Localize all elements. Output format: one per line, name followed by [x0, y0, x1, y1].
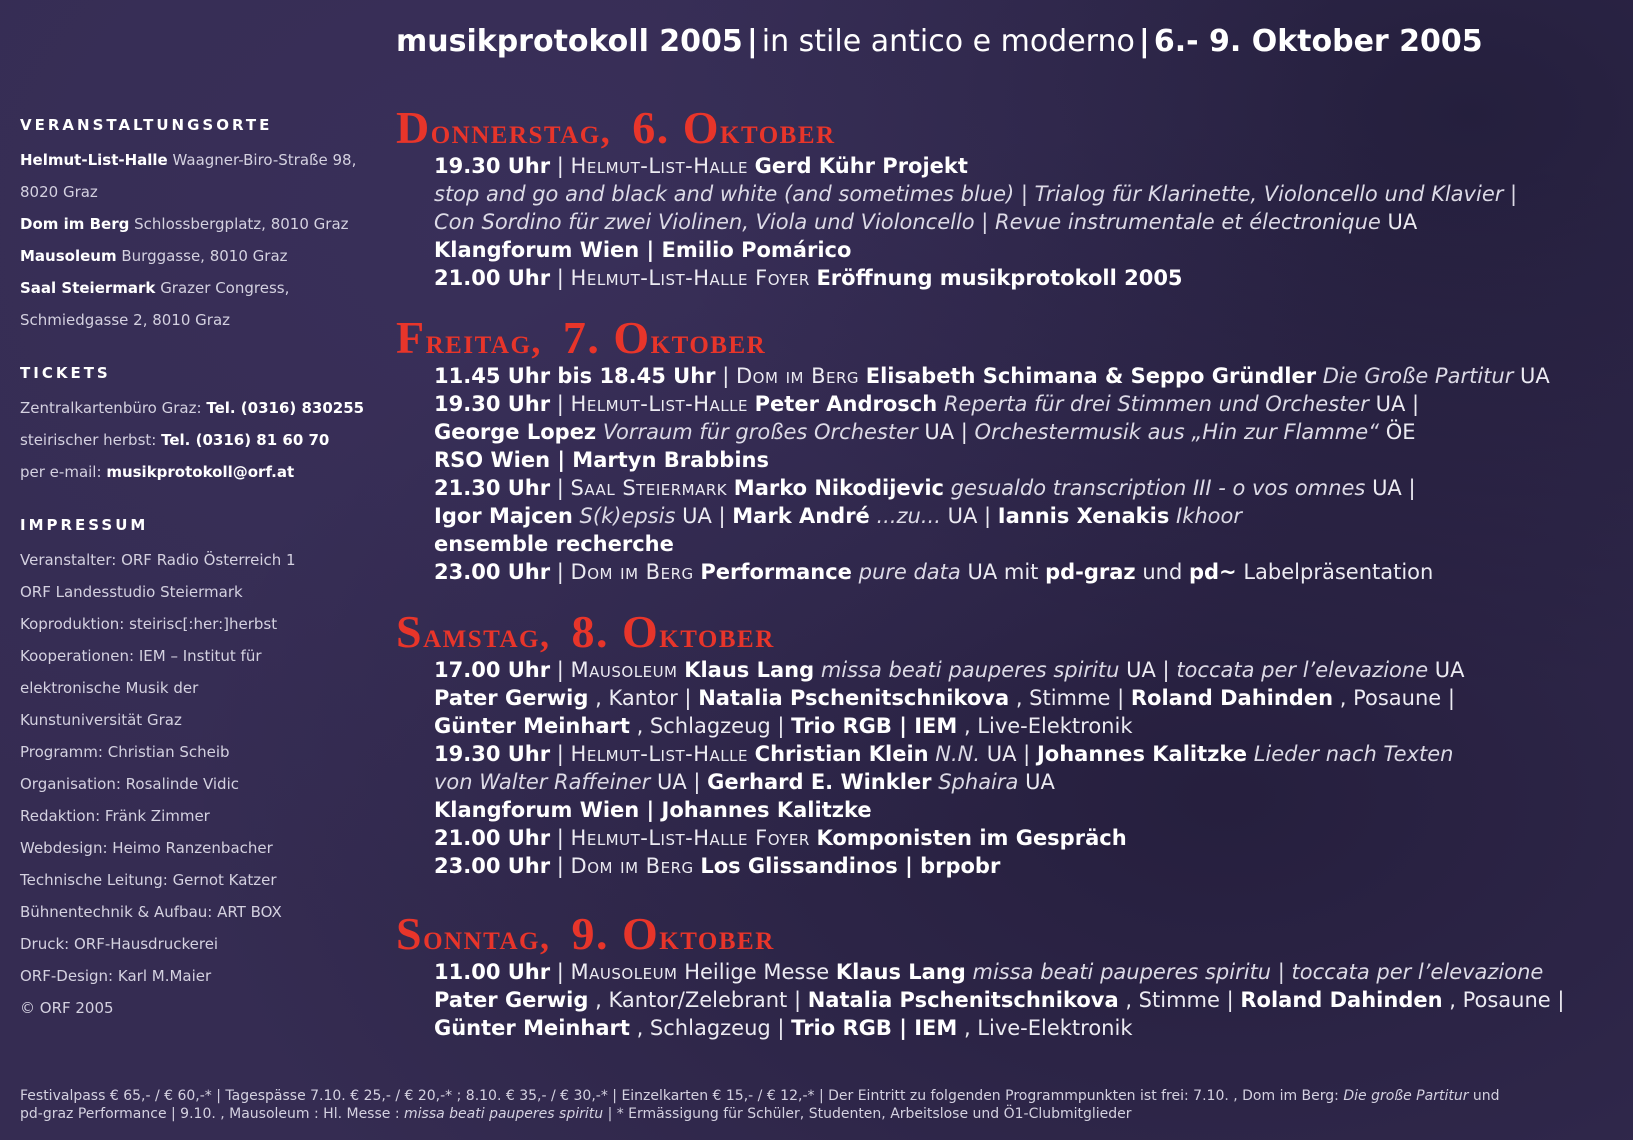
program-line [434, 418, 1616, 446]
event-note: , Posaune | [1339, 686, 1455, 710]
venues-heading: VERANSTALTUNGSORTE [20, 116, 273, 134]
program-line [434, 986, 1616, 1014]
event-note: , Stimme | [1015, 686, 1125, 710]
event-note: UA | [682, 504, 726, 528]
work-title: missa beati pauperes spiritu | [972, 960, 1285, 984]
performer: Gerhard E. Winkler [707, 770, 932, 794]
impressum-line: ORF Landesstudio Steiermark [20, 583, 243, 601]
program-line [434, 712, 1616, 740]
event-artist: Performance [700, 560, 852, 584]
day-section [396, 314, 1616, 586]
event-note: Labelpräsentation [1243, 560, 1434, 584]
event-note: UA [1387, 210, 1418, 234]
festival-name: musikprotokoll 2005 [396, 24, 743, 59]
program-line: 23.00 Uhr | Dom im Berg Los Glissandinos | brpobr [434, 854, 1001, 878]
event-artist: Komponisten im Gespräch [816, 826, 1127, 850]
work-title: gesualdo transcription III - o vos omnes [950, 476, 1366, 500]
event-time: 23.00 Uhr [434, 560, 551, 584]
event-artist: Marko Nikodijevic [733, 476, 944, 500]
program-line [434, 796, 1616, 824]
performer: Klangforum Wien | Emilio Pomárico [434, 238, 852, 262]
event-venue: Helmut-List-Halle Foyer [570, 266, 810, 290]
program-line [434, 180, 1616, 208]
work-title: Vorraum für großes Orchester [602, 420, 918, 444]
day-title: Donnerstag, 6. Oktober [396, 102, 836, 153]
day-title: Samstag, 8. Oktober [396, 606, 775, 657]
festival-dates: 6.- 9. Oktober 2005 [1153, 24, 1483, 59]
performer: Günter Meinhart [434, 714, 630, 738]
day-section [396, 910, 1616, 1042]
work-title: Lieder nach Texten [1253, 742, 1454, 766]
work-title: Sphaira [938, 770, 1019, 794]
event-artist: Klaus Lang [835, 960, 966, 984]
performer: RSO Wien | Martyn Brabbins [434, 448, 769, 472]
performer: Natalia Pschenitschnikova [698, 686, 1010, 710]
ticket-item: Zentralkartenbüro Graz: Tel. (0316) 830255 [20, 399, 365, 417]
tickets-heading: TICKETS [20, 364, 111, 382]
event-note: ÖE [1385, 420, 1416, 444]
event-artist: Los Glissandinos | brpobr [700, 854, 1001, 878]
event-time: 19.30 Uhr [434, 154, 551, 178]
email-link[interactable]: musikprotokoll@orf.at [106, 463, 295, 481]
work-title: Die Große Partitur [1322, 364, 1514, 388]
event-venue: Helmut-List-Halle [570, 154, 748, 178]
program-line: 21.00 Uhr | Helmut-List-Halle Foyer Komponisten im Gespräch [434, 826, 1127, 850]
event-note: UA [1520, 364, 1550, 388]
performer: Pater Gerwig [434, 988, 589, 1012]
footer-line: Festivalpass € 65,- / € 60,-* | Tagespässe 7.10. € 25,- / € 20,-* ; 8.10. € 35,- / € 30,-* | Einzelkarten € 15,- / € 12,-* | Der Eintritt zu folgenden Programmpunkten ist frei: 7.10. , Dom im Berg: Die große Partitur und [20, 1088, 1500, 1104]
event-note: , Stimme | [1125, 988, 1234, 1012]
footer [20, 1087, 1620, 1123]
day-section [396, 104, 1616, 292]
work-title: toccata per l’elevazione [1291, 960, 1544, 984]
day-section [396, 608, 1616, 880]
impressum-line: ORF-Design: Karl M.Maier [20, 967, 212, 985]
festival-subtitle: in stile antico e moderno [761, 24, 1135, 59]
impressum-line: Veranstalter: ORF Radio Österreich 1 [20, 551, 296, 569]
performer: Pater Gerwig [434, 686, 589, 710]
work-title: stop and go and black and white (and sometimes blue) | Trialog für Klarinette, Violoncello und Klavier | [434, 182, 1518, 206]
event-artist: Gerd Kühr Projekt [754, 154, 968, 178]
event-note: UA | [947, 504, 992, 528]
festival-header [396, 24, 1596, 59]
event-note: UA | [924, 420, 968, 444]
work-title: Reperta für drei Stimmen und Orchester [943, 392, 1369, 416]
venue-item: Mausoleum Burggasse, 8010 Graz [20, 247, 288, 265]
program-lines [396, 958, 1616, 1042]
impressum-line: Organisation: Rosalinde Vidic [20, 775, 239, 793]
event-artist: Elisabeth Schimana & Seppo Gründler [865, 364, 1317, 388]
program-line [434, 208, 1616, 236]
event-time: 11.45 Uhr bis 18.45 Uhr [434, 364, 716, 388]
program-line [434, 684, 1616, 712]
event-note: UA | [656, 770, 701, 794]
event-note: , Live-Elektronik [963, 714, 1133, 738]
program-line: 11.45 Uhr bis 18.45 Uhr | Dom im Berg Elisabeth Schimana & Seppo Gründler Die Große Partitur UA [434, 364, 1550, 388]
program-line: 19.30 Uhr | Helmut-List-Halle Christian Klein N.N. UA | Johannes Kalitzke Lieder nach Texten [434, 742, 1454, 766]
event-time: 21.00 Uhr [434, 826, 551, 850]
program-line: 11.00 Uhr | Mausoleum Heilige Messe Klaus Lang missa beati pauperes spiritu | toccata per l’elevazione [434, 960, 1544, 984]
program-line [434, 768, 1616, 796]
event-venue: Mausoleum [570, 960, 678, 984]
performer: pd~ [1188, 560, 1237, 584]
performer: Iannis Xenakis [997, 504, 1170, 528]
performer: Klangforum Wien | Johannes Kalitzke [434, 798, 872, 822]
event-note: UA | [1375, 392, 1420, 416]
venue-item: 8020 Graz [20, 183, 98, 201]
event-artist: Peter Androsch [754, 392, 938, 416]
work-title: Orchestermusik aus „Hin zur Flamme“ [974, 420, 1380, 444]
impressum-line: Webdesign: Heimo Ranzenbacher [20, 839, 273, 857]
event-note: UA [1434, 658, 1465, 682]
performer: Trio RGB | IEM [791, 714, 958, 738]
performer: George Lopez [434, 420, 597, 444]
work-title: toccata per l’elevazione [1176, 658, 1429, 682]
program-line [434, 236, 1616, 264]
event-note: , Live-Elektronik [963, 1016, 1133, 1040]
impressum-line: elektronische Musik der [20, 679, 199, 697]
event-artist: Klaus Lang [684, 658, 815, 682]
performer: Mark André [732, 504, 870, 528]
event-note: UA [1025, 770, 1055, 794]
performer: Igor Majcen [434, 504, 573, 528]
venue-item: Dom im Berg Schlossbergplatz, 8010 Graz [20, 215, 349, 233]
impressum-heading: IMPRESSUM [20, 516, 149, 534]
day-title: Sonntag, 9. Oktober [396, 908, 775, 959]
impressum-line: Kooperationen: IEM – Institut für [20, 647, 262, 665]
performer: Günter Meinhart [434, 1016, 630, 1040]
event-venue: Mausoleum [570, 658, 678, 682]
event-time: 21.00 Uhr [434, 266, 551, 290]
impressum-line: Koproduktion: steirisc[:her:]herbst [20, 615, 278, 633]
event-time: 17.00 Uhr [434, 658, 551, 682]
program-line [434, 502, 1616, 530]
event-venue: Dom im Berg [570, 560, 694, 584]
impressum-line: Redaktion: Fränk Zimmer [20, 807, 210, 825]
event-time: 23.00 Uhr [434, 854, 551, 878]
event-note: Heilige Messe [684, 960, 830, 984]
event-venue: Helmut-List-Halle [570, 742, 748, 766]
program-line [434, 446, 1616, 474]
event-note: UA | [986, 742, 1031, 766]
event-note: und [1142, 560, 1183, 584]
event-note: UA | [1372, 476, 1416, 500]
program-line: 19.30 Uhr | Helmut-List-Halle Gerd Kühr Projekt [434, 154, 968, 178]
program-line: 21.30 Uhr | Saal Steiermark Marko Nikodijevic gesualdo transcription III - o vos omnes UA | [434, 476, 1416, 500]
performer: Roland Dahinden [1240, 988, 1443, 1012]
program-lines [396, 362, 1616, 586]
venue-item: Schmiedgasse 2, 8010 Graz [20, 311, 231, 329]
program-line: 23.00 Uhr | Dom im Berg Performance pure data UA mit pd-graz und pd~ Labelpräsentation [434, 560, 1434, 584]
program-lines [396, 656, 1616, 880]
program-lines [396, 152, 1616, 292]
event-note: , Kantor | [595, 686, 692, 710]
program-line: 21.00 Uhr | Helmut-List-Halle Foyer Eröffnung musikprotokoll 2005 [434, 266, 1183, 290]
impressum-line: © ORF 2005 [20, 999, 114, 1017]
event-venue: Dom im Berg [570, 854, 694, 878]
program-line: 19.30 Uhr | Helmut-List-Halle Peter Androsch Reperta für drei Stimmen und Orchester UA | [434, 392, 1420, 416]
event-time: 21.30 Uhr [434, 476, 551, 500]
event-venue: Helmut-List-Halle Foyer [570, 826, 810, 850]
event-venue: Helmut-List-Halle [570, 392, 748, 416]
impressum-line: Programm: Christian Scheib [20, 743, 230, 761]
footer-line: pd-graz Performance | 9.10. , Mausoleum : Hl. Messe : missa beati pauperes spiritu | * Ermässigung für Schüler, Studenten, Arbeitslose und Ö1-Clubmitglieder [20, 1106, 1132, 1122]
header-separator: | [1138, 24, 1150, 59]
impressum-line: Kunstuniversität Graz [20, 711, 182, 729]
event-venue: Dom im Berg [735, 364, 860, 388]
venue-item: Saal Steiermark Grazer Congress, [20, 279, 290, 297]
work-title: Con Sordino für zwei Violinen, Viola und Violoncello | Revue instrumentale et électronique [434, 210, 1381, 234]
performer: pd-graz [1045, 560, 1136, 584]
performer: Trio RGB | IEM [791, 1016, 958, 1040]
header-separator: | [746, 24, 758, 59]
event-artist: Eröffnung musikprotokoll 2005 [816, 266, 1183, 290]
event-note: , Posaune | [1449, 988, 1565, 1012]
performer: Natalia Pschenitschnikova [807, 988, 1119, 1012]
impressum-line: Druck: ORF-Hausdruckerei [20, 935, 219, 953]
event-note: , Schlagzeug | [636, 1016, 785, 1040]
event-time: 11.00 Uhr [434, 960, 551, 984]
program [396, 104, 1616, 1042]
event-venue: Saal Steiermark [570, 476, 728, 500]
work-title: von Walter Raffeiner [434, 770, 651, 794]
work-title: ...zu... [876, 504, 941, 528]
impressum-line: Technische Leitung: Gernot Katzer [20, 871, 277, 889]
work-title: pure data [858, 560, 961, 584]
ticket-item: steirischer herbst: Tel. (0316) 81 60 70 [20, 431, 330, 449]
sidebar [20, 112, 365, 1024]
program-line [434, 530, 1616, 558]
event-note: , Kantor/Zelebrant | [595, 988, 802, 1012]
work-title: N.N. [935, 742, 981, 766]
event-note: , Schlagzeug | [636, 714, 785, 738]
performer: ensemble recherche [434, 532, 674, 556]
program-line: 17.00 Uhr | Mausoleum Klaus Lang missa beati pauperes spiritu UA | toccata per l’elevazione UA [434, 658, 1465, 682]
work-title: Ikhoor [1176, 504, 1243, 528]
event-artist: Christian Klein [754, 742, 929, 766]
impressum-line: Bühnentechnik & Aufbau: ART BOX [20, 903, 282, 921]
work-title: missa beati pauperes spiritu [820, 658, 1120, 682]
performer: Roland Dahinden [1130, 686, 1334, 710]
venue-item: Helmut-List-Halle Waagner-Biro-Straße 98, [20, 151, 357, 169]
ticket-item: per e-mail: musikprotokoll@orf.at [20, 463, 295, 481]
event-time: 19.30 Uhr [434, 392, 551, 416]
program-line [434, 1014, 1616, 1042]
work-title: S(k)epsis [579, 504, 676, 528]
event-time: 19.30 Uhr [434, 742, 551, 766]
event-note: UA | [1126, 658, 1170, 682]
impressum-list [20, 544, 360, 1024]
day-title: Freitag, 7. Oktober [396, 312, 767, 363]
event-note: UA mit [967, 560, 1039, 584]
performer: Johannes Kalitzke [1036, 742, 1248, 766]
